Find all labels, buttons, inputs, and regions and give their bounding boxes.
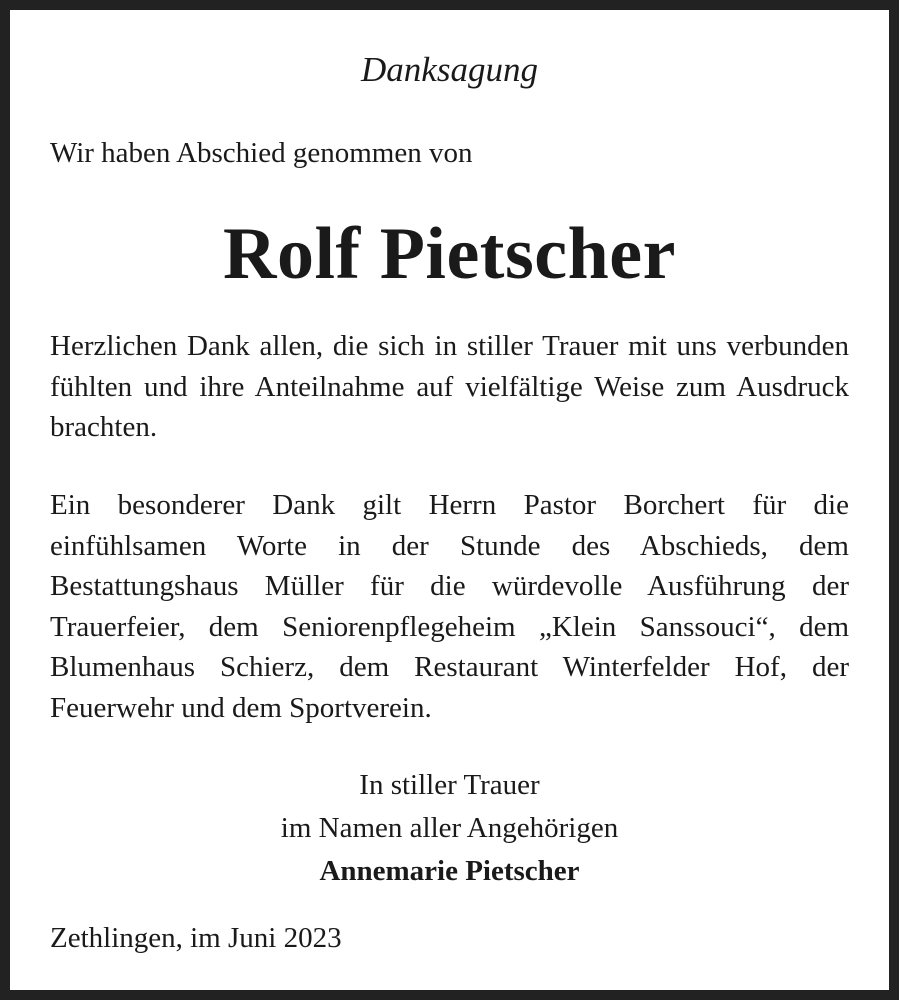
- closing-block: [10, 764, 889, 893]
- special-thanks-paragraph: Ein besonderer Dank gilt Herrn Pastor Borchert für die einfühlsamen Worte in der Stunde des Abschieds, dem Bestattungshaus Müller für die würdevolle Ausführung der Trauerfeier, dem Seniorenpflegeheim „Klein Sanssouci“, dem Blumenhaus Schierz, dem Restaurant Winterfelder Hof, der Feuerwehr und dem Sportverein.: [50, 489, 849, 724]
- thanks-paragraph: Herzlichen Dank allen, die sich in stiller Trauer mit uns verbunden fühlten und ihre Anteilnahme auf vielfältige Weise zum Ausdruck brachten.: [50, 330, 849, 443]
- closing-line-relatives: im Namen aller Angehörigen: [280, 812, 619, 844]
- signer-name: Annemarie Pietscher: [319, 855, 580, 887]
- closing-line-mourning: In stiller Trauer: [359, 769, 540, 801]
- notice-heading: Danksagung: [361, 50, 538, 89]
- place-date: Zethlingen, im Juni 2023: [50, 922, 342, 954]
- intro-line: Wir haben Abschied genommen von: [50, 137, 473, 169]
- deceased-name: Rolf Pietscher: [223, 213, 676, 295]
